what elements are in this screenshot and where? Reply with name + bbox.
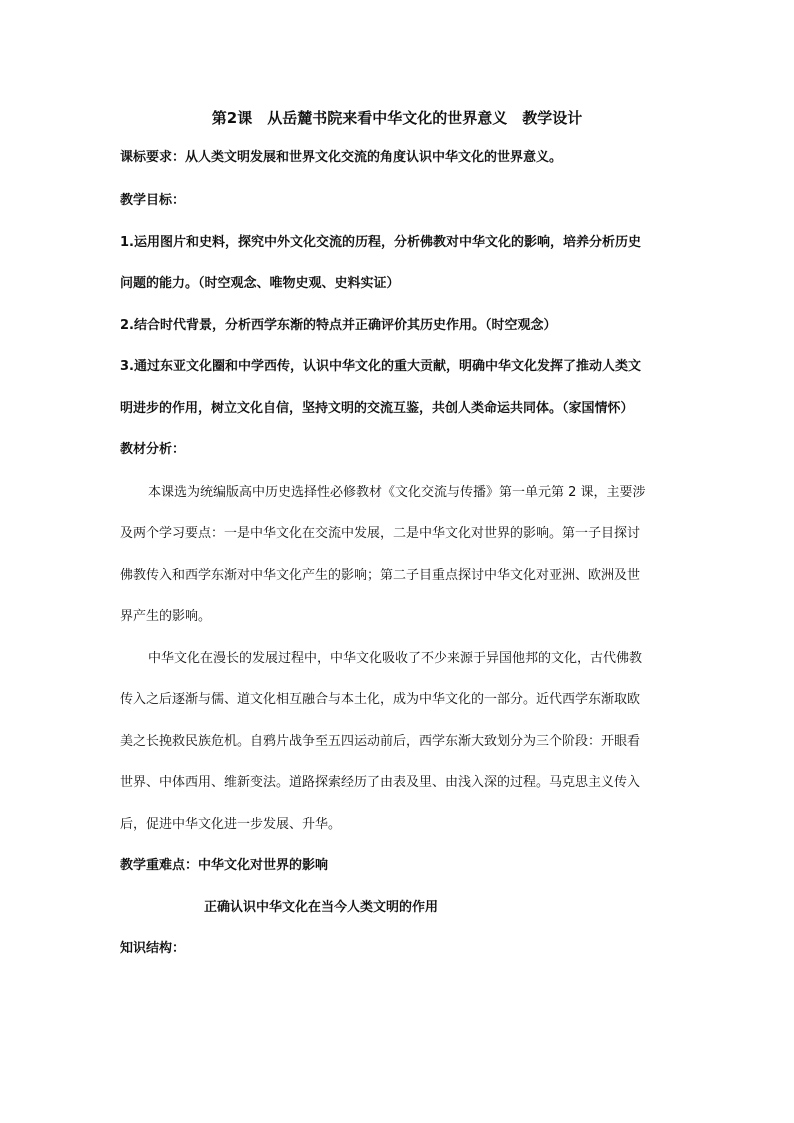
- goal-3-line-1: 3.通过东亚文化圈和中学西传，认识中华文化的重大贡献，明确中华文化发挥了推动人类文: [120, 359, 641, 374]
- paragraph-2-line-4: 世界、中体西用、维新变法。道路探索经历了由表及里、由浅入深的过程。马克思主义传入: [120, 775, 641, 790]
- paragraph-1-line-2: 及两个学习要点：一是中华文化在交流中发展，二是中华文化对世界的影响。第一子目探讨: [120, 526, 641, 541]
- curriculum-standard: 课标要求：从人类文明发展和世界文化交流的角度认识中华文化的世界意义。: [120, 150, 563, 165]
- goal-3-line-2: 明进步的作用，树立文化自信，坚持文明的交流互鉴，共创人类命运共同体。（家国情怀）: [120, 401, 634, 416]
- paragraph-2-line-5: 后，促进中华文化进一步发展、升华。: [120, 817, 342, 832]
- page-title: 第2课 从岳麓书院来看中华文化的世界意义 教学设计: [211, 109, 583, 127]
- analysis-heading: 教材分析：: [120, 442, 186, 457]
- key-points: 教学重难点：中华文化对世界的影响: [120, 858, 329, 873]
- paragraph-1-line-3: 佛教传入和西学东渐对中华文化产生的影响；第二子目重点探讨中华文化对亚洲、欧洲及世: [120, 568, 641, 583]
- paragraph-2-line-2: 传入之后逐渐与儒、道文化相互融合与本土化，成为中华文化的一部分。近代西学东渐取欧: [120, 692, 641, 707]
- difficult-point: 正确认识中华文化在当今人类文明的作用: [204, 900, 439, 915]
- goal-1-line-2: 问题的能力。（时空观念、唯物史观、史料实证）: [120, 276, 400, 291]
- paragraph-2-line-3: 美之长挽救民族危机。自鸦片战争至五四运动前后，西学东渐大致划分为三个阶段：开眼看: [120, 734, 641, 749]
- goal-2: 2.结合时代背景，分析西学东渐的特点并正确评价其历史作用。（时空观念）: [120, 318, 557, 333]
- goal-1-line-1: 1.运用图片和史料，探究中外文化交流的历程，分析佛教对中华文化的影响，培养分析历史: [120, 235, 641, 250]
- paragraph-1-line-1: 本课选为统编版高中历史选择性必修教材《文化交流与传播》第一单元第 2 课，主要涉: [148, 485, 646, 500]
- paragraph-1-line-4: 界产生的影响。: [120, 609, 212, 624]
- structure-heading: 知识结构：: [120, 941, 186, 956]
- paragraph-2-line-1: 中华文化在漫长的发展过程中，中华文化吸收了不少来源于异国他邦的文化，古代佛教: [148, 651, 643, 666]
- goals-heading: 教学目标：: [120, 193, 186, 208]
